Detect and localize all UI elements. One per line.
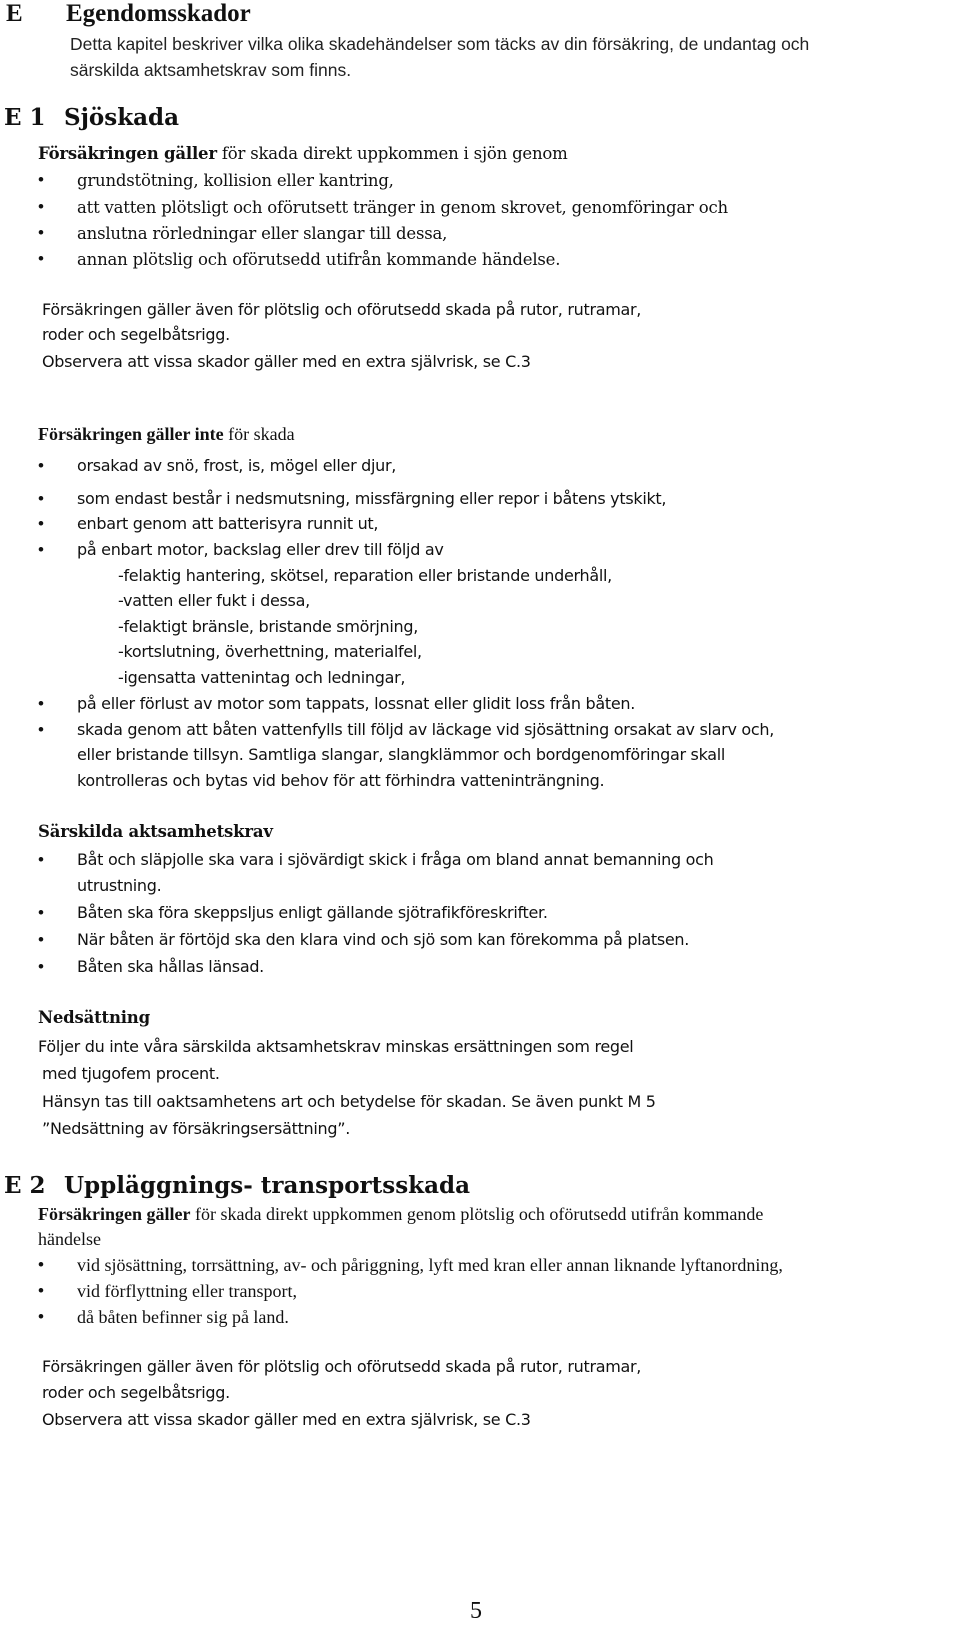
e1-excl-bold: Försäkringen gäller inte [38,424,224,444]
e2-bullet-item: vid förflyttning eller transport, [77,1281,297,1301]
e1-care-item: Båten ska föra skeppsljus enligt gällande sjötrafikföreskrifter. [77,903,548,922]
bullet-icon: • [38,170,44,189]
e1-exclusion-continuation-1: eller bristande tillsyn. Samtliga slangar, slangklämmor och bordgenomföringar skall [77,745,726,764]
e2-covers-rest: för skada direkt uppkommen genom plötslig och oförutsedd utifrån kommande [190,1204,764,1224]
e2-bullet-item: vid sjösättning, torrsättning, av- och påriggning, lyft med kran eller annan liknande lyftanordning, [77,1255,783,1275]
e1-exclusion-item: skada genom att båten vattenfylls till följd av läckage vid sjösättning orsakat av slarv och, [77,720,775,739]
e1-bullet-item: annan plötslig och oförutsedd utifrån kommande händelse. [77,250,561,269]
e1-covers-rest: för skada direkt uppkommen i sjön genom [216,144,568,163]
e1-care-heading: Särskilda aktsamhetskrav [38,822,273,841]
bullet-icon: • [38,223,44,242]
bullet-icon: • [38,540,44,559]
section-title-e1: Sjöskada [64,104,180,131]
chapter-intro-line-1: Detta kapitel beskriver vilka olika skadehändelser som täcks av din försäkring, de undantag och [70,34,810,54]
e2-covers-line-2: händelse [38,1229,101,1249]
bullet-icon: • [38,930,44,949]
section-number-e2: E 2 [4,1172,46,1199]
bullet-icon: • [38,514,44,533]
bullet-icon: • [38,850,44,869]
e1-exclusion-heading [38,424,295,445]
e1-note: Observera att vissa skador gäller med en extra självrisk, se C.3 [42,352,531,371]
e1-bullet-item: att vatten plötsligt och oförutsett tränger in genom skrovet, genomföringar och [77,198,728,217]
e1-reduction-line-4: ”Nedsättning av försäkringsersättning”. [42,1119,351,1138]
section-title-e2: Uppläggnings- transportsskada [64,1172,470,1199]
e2-also-line-2: roder och segelbåtsrigg. [42,1383,230,1402]
e2-bullet-item: då båten befinner sig på land. [77,1307,289,1327]
bullet-icon: • [38,489,44,508]
chapter-letter: E [6,0,23,27]
e1-also-line-1: Försäkringen gäller även för plötslig och oförutsedd skada på rutor, rutramar, [42,300,642,319]
e1-exclusion-item: orsakad av snö, frost, is, mögel eller djur, [77,456,397,475]
e2-note: Observera att vissa skador gäller med en extra självrisk, se C.3 [42,1410,531,1429]
bullet-icon: • [38,456,44,475]
e1-exclusion-item: på eller förlust av motor som tappats, lossnat eller glidit loss från båten. [77,694,636,713]
bullet-icon: • [38,1307,44,1326]
bullet-icon: • [38,1281,44,1300]
bullet-icon: • [38,903,44,922]
page-number: 5 [470,1598,482,1624]
bullet-icon: • [38,720,44,739]
e1-sub-exclusion: -felaktig hantering, skötsel, reparation eller bristande underhåll, [118,566,612,585]
e1-also-line-2: roder och segelbåtsrigg. [42,325,230,344]
e1-reduction-line-2: med tjugofem procent. [42,1064,220,1083]
e1-covers-line [38,144,568,163]
e1-exclusion-item: enbart genom att batterisyra runnit ut, [77,514,379,533]
chapter-title: Egendomsskador [66,0,251,27]
e1-sub-exclusion: -vatten eller fukt i dessa, [118,591,310,610]
e1-exclusion-continuation-2: kontrolleras och bytas vid behov för att förhindra vatteninträngning. [77,771,605,790]
section-number-e1: E 1 [4,104,46,131]
bullet-icon: • [38,197,44,216]
e1-covers-bold: Försäkringen gäller [38,144,217,163]
e1-care-item: Båt och släpjolle ska vara i sjövärdigt skick i fråga om bland annat bemanning och [77,850,714,869]
e1-care-item: När båten är förtöjd ska den klara vind och sjö som kan förekomma på platsen. [77,930,690,949]
e2-covers-bold: Försäkringen gäller [38,1204,191,1224]
bullet-icon: • [38,694,44,713]
e1-exclusion-item: som endast består i nedsmutsning, missfärgning eller repor i båtens ytskikt, [77,489,667,508]
e2-also-line-1: Försäkringen gäller även för plötslig och oförutsedd skada på rutor, rutramar, [42,1357,642,1376]
e1-excl-rest: för skada [223,424,295,444]
bullet-icon: • [38,1255,44,1274]
bullet-icon: • [38,249,44,268]
e1-bullet-item: anslutna rörledningar eller slangar till dessa, [77,224,448,243]
e1-bullet-item: grundstötning, kollision eller kantring, [77,171,394,190]
e1-sub-exclusion: -felaktigt bränsle, bristande smörjning, [118,617,419,636]
e1-reduction-heading: Nedsättning [38,1008,150,1027]
e1-reduction-line-1: Följer du inte våra särskilda aktsamhetskrav minskas ersättningen som regel [38,1037,634,1056]
e1-sub-exclusion: -igensatta vattenintag och ledningar, [118,668,406,687]
e2-covers-line [38,1204,763,1225]
e1-care-item: Båten ska hållas länsad. [77,957,264,976]
e1-care-continuation: utrustning. [77,876,162,895]
chapter-intro-line-2: särskilda aktsamhetskrav som finns. [70,60,352,80]
e1-exclusion-item: på enbart motor, backslag eller drev till följd av [77,540,444,559]
bullet-icon: • [38,957,44,976]
e1-sub-exclusion: -kortslutning, överhettning, materialfel, [118,642,422,661]
e1-reduction-line-3: Hänsyn tas till oaktsamhetens art och betydelse för skadan. Se även punkt M 5 [42,1092,656,1111]
